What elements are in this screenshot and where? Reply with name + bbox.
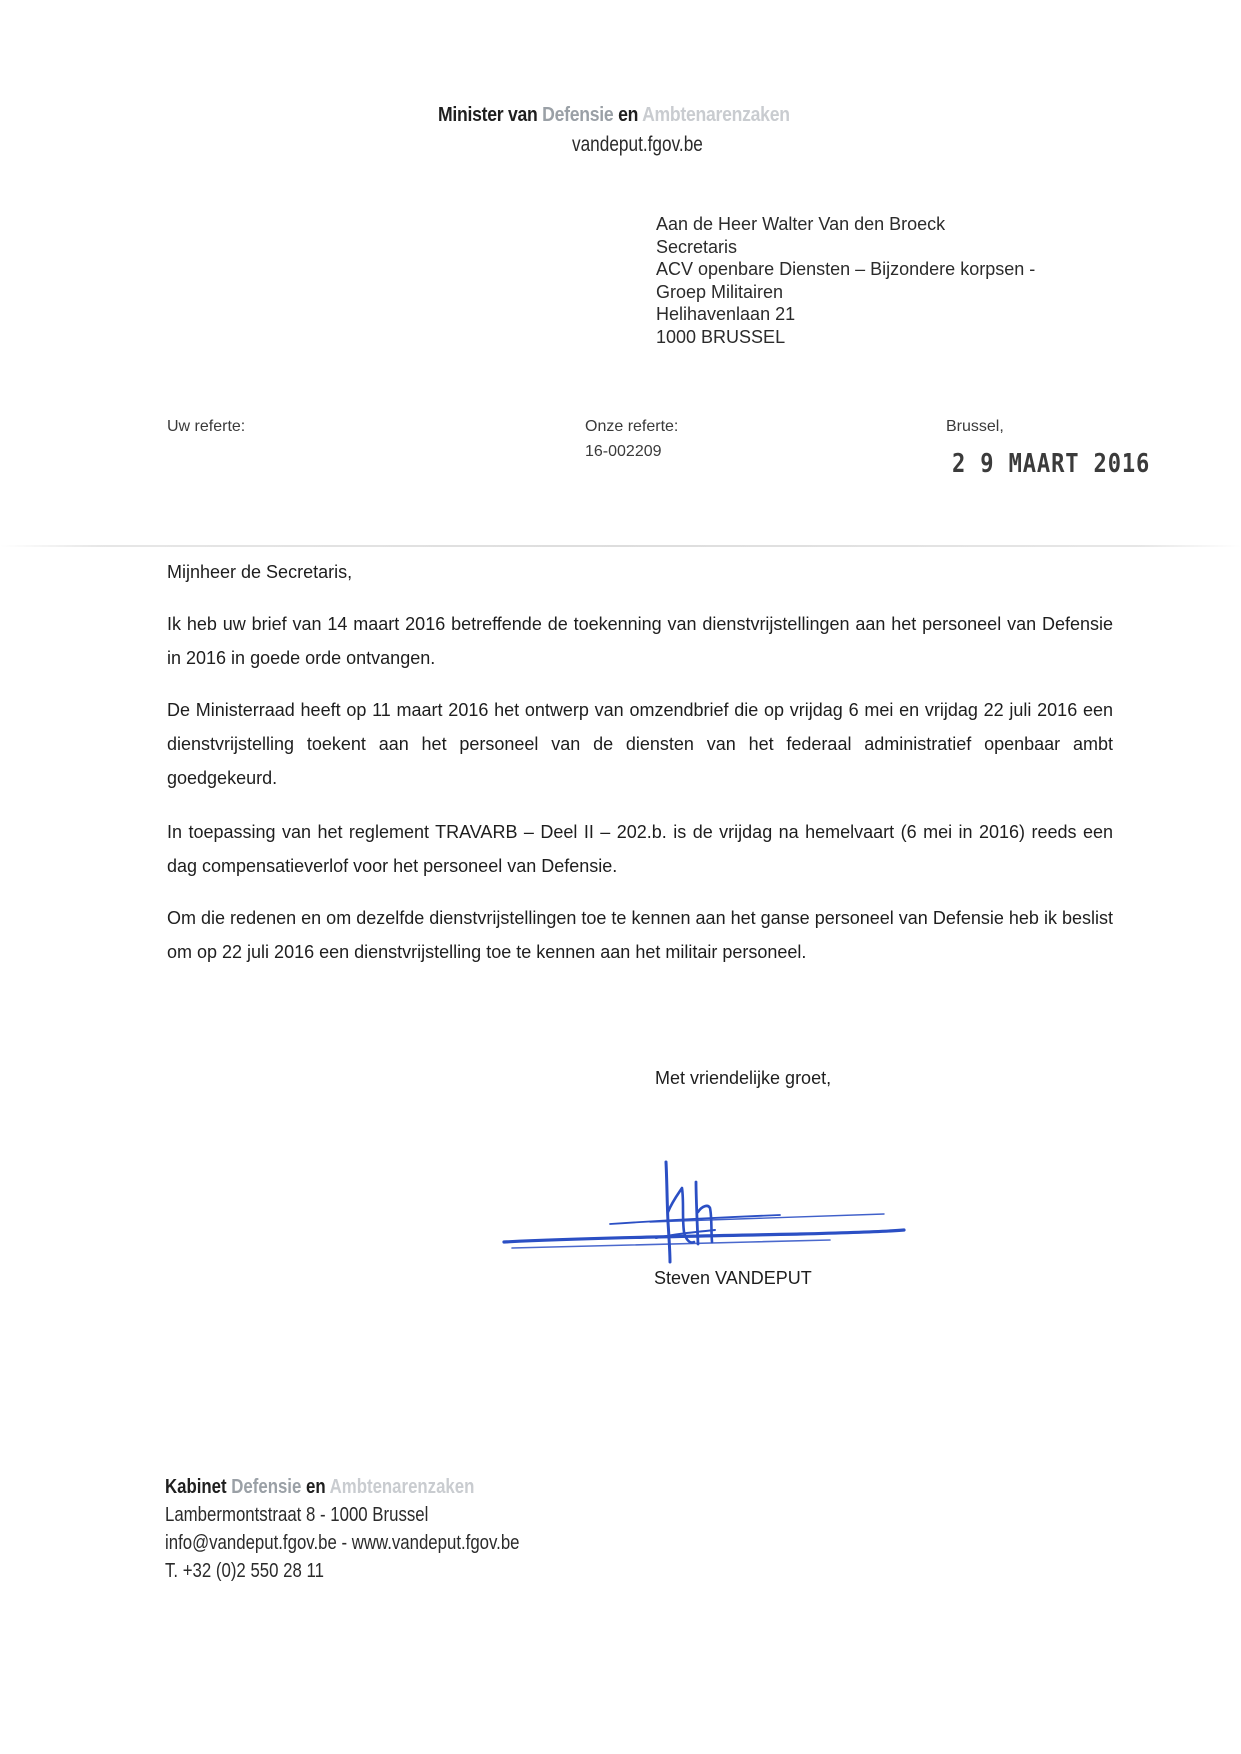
- footer-title-defensie: Defensie: [231, 1476, 302, 1498]
- fold-line: [0, 545, 1241, 547]
- footer-phone: T. +32 (0)2 550 28 11: [165, 1560, 324, 1582]
- letterhead-title-defensie: Defensie: [542, 104, 614, 126]
- body-paragraph: De Ministerraad heeft op 11 maart 2016 het ontwerp van omzendbrief die op vrijdag 6 mei en vrijdag 22 juli 2016 een dienstvrijstelling toekent aan het personeel van de diensten van het federaal administratief openbaar ambt goedgekeurd.: [167, 700, 1113, 788]
- letter-city: Brussel,: [946, 418, 1004, 435]
- signature: [500, 1152, 910, 1272]
- recipient-line: ACV openbare Diensten – Bijzondere korpsen -: [656, 259, 1036, 280]
- letterhead-title-ambtenarenzaken: Ambtenarenzaken: [642, 104, 790, 126]
- body-paragraph: Ik heb uw brief van 14 maart 2016 betreffende de toekenning van dienstvrijstellingen aan het personeel van Defensie in 2016 in goede orde ontvangen.: [167, 614, 1113, 668]
- recipient-line: Secretaris: [656, 236, 738, 257]
- letterhead-title-en: en: [618, 104, 639, 126]
- footer-title-ambtenarenzaken: Ambtenarenzaken: [329, 1476, 475, 1498]
- recipient-line: Groep Militairen: [656, 281, 784, 302]
- salutation: Mijnheer de Secretaris,: [167, 562, 353, 582]
- date-stamp: 2 9 MAART 2016: [952, 449, 1151, 479]
- letterhead-website: vandeput.fgov.be: [572, 133, 703, 156]
- letterhead-title-prefix: Minister van: [438, 104, 538, 126]
- your-reference-label: Uw referte:: [167, 418, 246, 435]
- signer-name: Steven VANDEPUT: [654, 1268, 812, 1288]
- footer-title-en: en: [305, 1476, 326, 1498]
- our-reference-value: 16-002209: [585, 443, 662, 460]
- footer: [165, 1473, 520, 1585]
- footer-contact: info@vandeput.fgov.be - www.vandeput.fgov.be: [165, 1532, 520, 1554]
- body-paragraph: Om die redenen en om dezelfde dienstvrijstellingen toe te kennen aan het ganse personeel van Defensie heb ik beslist om op 22 juli 2016 een dienstvrijstelling toe te kennen aan het militair personeel.: [167, 908, 1113, 962]
- recipient-line: 1000 BRUSSEL: [656, 326, 786, 347]
- body-paragraph: In toepassing van het reglement TRAVARB – Deel II – 202.b. is de vrijdag na hemelvaart (6 mei in 2016) reeds een dag compensatieverlof voor het personeel van Defensie.: [167, 822, 1113, 876]
- footer-address: Lambermontstraat 8 - 1000 Brussel: [165, 1504, 429, 1526]
- recipient-line: Aan de Heer Walter Van den Broeck: [656, 214, 946, 234]
- recipient-line: Helihavenlaan 21: [656, 304, 796, 325]
- footer-title: [165, 1473, 520, 1501]
- footer-title-prefix: Kabinet: [165, 1476, 227, 1498]
- closing: Met vriendelijke groet,: [655, 1068, 832, 1088]
- recipient-address: [656, 213, 1035, 349]
- letterhead-title: [438, 104, 790, 127]
- our-reference-label: Onze referte:: [585, 418, 679, 435]
